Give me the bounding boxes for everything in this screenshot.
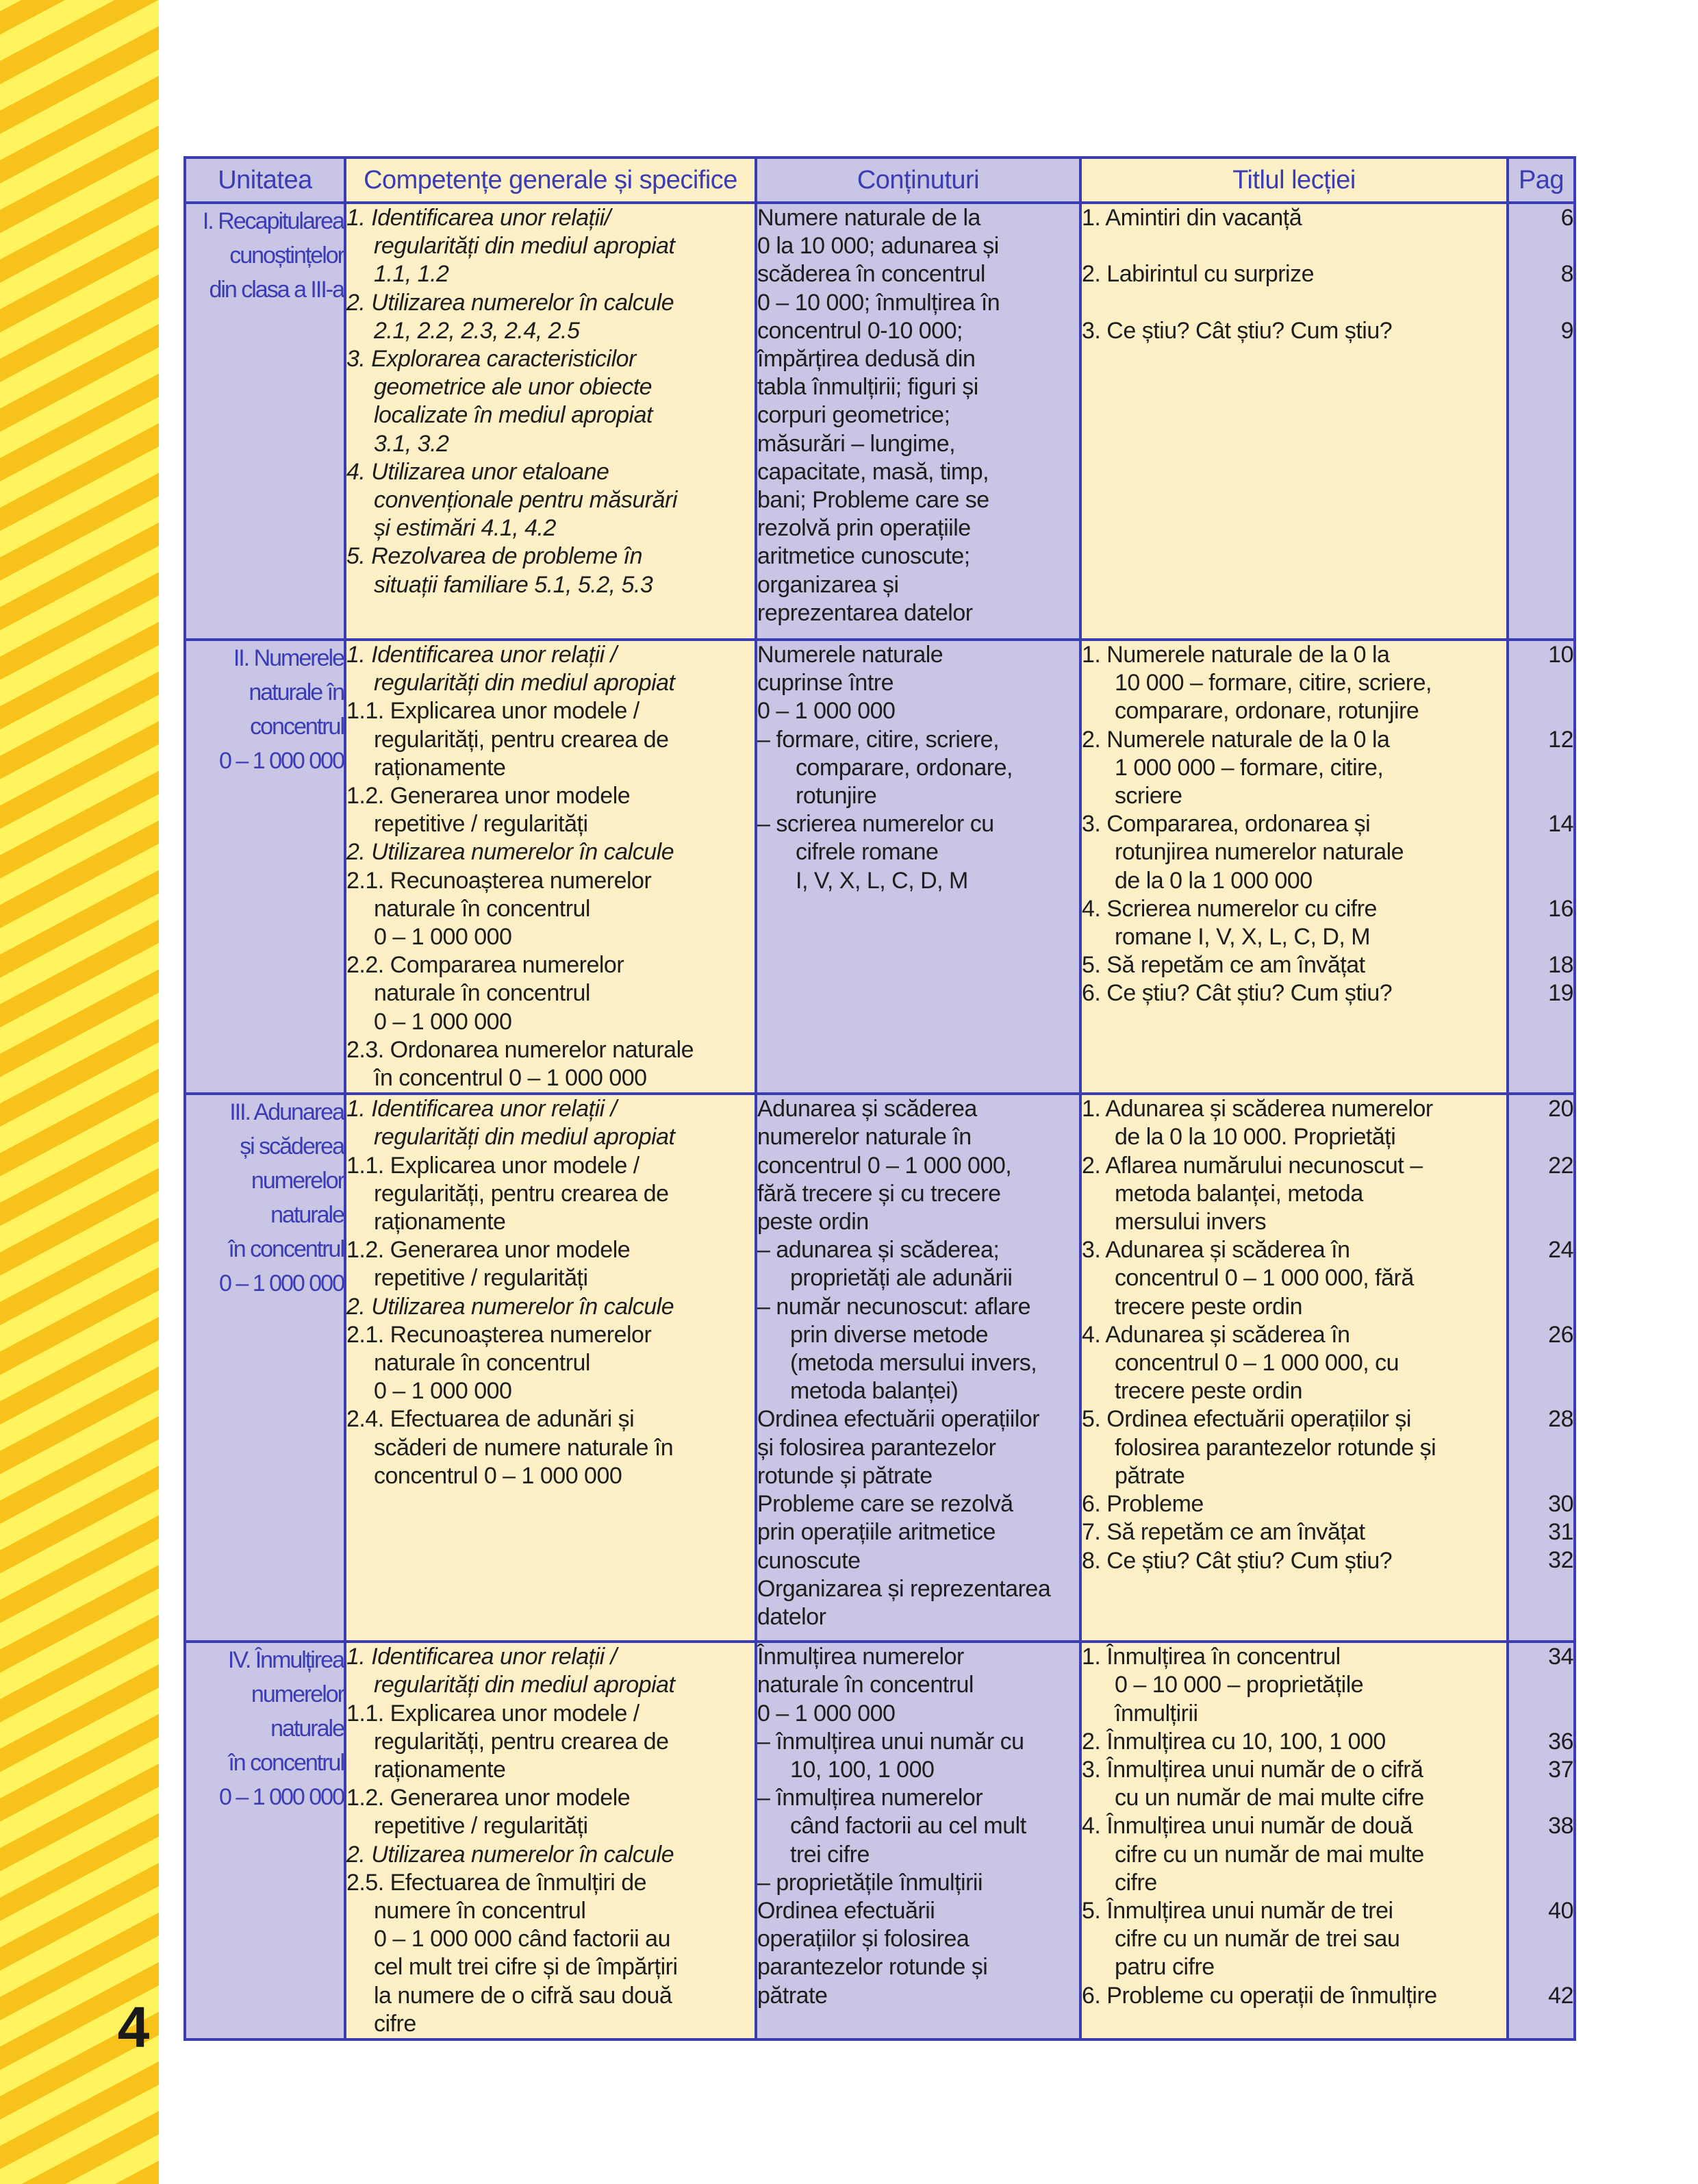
competence-line: 2. Utilizarea numerelor în calcule (346, 839, 674, 866)
content-line: – adunarea și scăderea; (757, 1237, 1000, 1264)
competence-line: localizate în mediul apropiat (374, 402, 652, 429)
content-line: măsurări – lungime, (757, 430, 956, 457)
page-ref: 10 (1548, 642, 1573, 668)
competence-line: scăderi de numere naturale în (374, 1434, 674, 1461)
lessons-cell (1080, 203, 1508, 640)
page-ref: 34 (1548, 1644, 1573, 1670)
lesson-line: 2. Numerele naturale de la 0 la (1082, 726, 1390, 753)
header-lesson-title: Titlul lecției (1080, 158, 1508, 203)
competence-line: 1.1. Explicarea unor modele / (346, 698, 639, 725)
lesson-line: cifre (1115, 1869, 1157, 1896)
content-line: tabla înmulțirii; figuri și (757, 374, 978, 401)
page-ref: 6 (1560, 205, 1573, 231)
line-spacer (1509, 1434, 1573, 1462)
page-ref: 40 (1548, 1898, 1573, 1924)
lesson-line: 6. Probleme cu operații de înmulțire (1082, 1982, 1437, 2009)
lesson-line: metoda balanței, metoda (1115, 1180, 1363, 1207)
competence-line: 2.1. Recunoașterea numerelor (346, 867, 652, 894)
competence-line: regularități, pentru crearea de (374, 726, 669, 753)
page-ref: 32 (1548, 1547, 1573, 1574)
competence-line: 2.2. Compararea numerelor (346, 952, 624, 979)
competence-line: raționamente (374, 1209, 506, 1235)
header-page: Pag (1508, 158, 1575, 203)
lesson-line: trecere peste ordin (1115, 1293, 1302, 1320)
contents-cell (756, 640, 1080, 1094)
page-ref: 8 (1560, 261, 1573, 288)
lesson-line: 2. Înmulțirea cu 10, 100, 1 000 (1082, 1728, 1386, 1755)
content-line: concentrul 0 – 1 000 000, (757, 1152, 1012, 1179)
unit-title-line: naturale în (249, 679, 344, 705)
page-ref: 31 (1548, 1519, 1573, 1546)
header-unit: Unitatea (185, 158, 345, 203)
content-line: peste ordin (757, 1209, 869, 1235)
content-line: aritmetice cunoscute; (757, 543, 970, 570)
competence-line: 3. Explorarea caracteristicilor (346, 346, 636, 373)
competence-line: 0 – 1 000 000 când factorii au (374, 1926, 670, 1953)
lesson-line: de la 0 la 10 000. Proprietăți (1115, 1124, 1396, 1151)
contents-cell (756, 1094, 1080, 1642)
competence-line: raționamente (374, 1757, 506, 1783)
lesson-line: concentrul 0 – 1 000 000, fără (1115, 1265, 1414, 1292)
content-line: rotunjire (796, 783, 877, 809)
line-spacer (1509, 1784, 1573, 1812)
content-line: – scrierea numerelor cu (757, 811, 994, 838)
lesson-line: 1. Amintiri din vacanță (1082, 205, 1302, 231)
competence-line: 1. Identificarea unor relații / (346, 642, 617, 668)
unit-title-line: 0 – 1 000 000 (219, 748, 344, 774)
header-competences: Competențe generale și specifice (345, 158, 756, 203)
competences-cell (345, 640, 756, 1094)
lessons-cell (1080, 1094, 1508, 1642)
competence-line: 1.2. Generarea unor modele (346, 1785, 631, 1811)
content-line: 0 la 10 000; adunarea și (757, 233, 999, 260)
lesson-line: 2. Labirintul cu surprize (1082, 261, 1315, 288)
content-line: – formare, citire, scriere, (757, 726, 1000, 753)
content-line: numerelor naturale în (757, 1124, 972, 1151)
competence-line: 0 – 1 000 000 (374, 1008, 512, 1035)
content-line: cifrele romane (796, 839, 939, 866)
lesson-line: 4. Adunarea și scăderea în (1082, 1321, 1350, 1348)
unit-title-line: în concentrul (228, 1236, 344, 1263)
competence-line: în concentrul 0 – 1 000 000 (374, 1065, 647, 1092)
content-line: comparare, ordonare, (796, 754, 1013, 781)
content-line: 0 – 1 000 000 (757, 698, 896, 725)
unit-cell (185, 1642, 345, 2039)
lesson-line: 3. Înmulțirea unui număr de o cifră (1082, 1757, 1423, 1783)
table-row (185, 203, 1575, 640)
content-line: și folosirea parantezelor (757, 1434, 996, 1461)
unit-cell (185, 640, 345, 1094)
content-line: (metoda mersului invers, (790, 1350, 1037, 1377)
lesson-line: 6. Ce știu? Cât știu? Cum știu? (1082, 980, 1393, 1007)
competence-line: 1.1, 1.2 (374, 261, 449, 288)
page-cell (1508, 640, 1575, 1094)
lesson-line: 10 000 – formare, citire, scriere, (1115, 670, 1432, 696)
line-spacer (1509, 1180, 1573, 1208)
unit-title-line: I. Recapitularea (202, 208, 344, 234)
content-line: împărțirea dedusă din (757, 346, 976, 373)
competence-line: 1.1. Explicarea unor modele / (346, 1700, 639, 1727)
competence-line: cel mult trei cifre și de împărțiri (374, 1954, 678, 1981)
competence-line: 2. Utilizarea numerelor în calcule (346, 289, 674, 316)
content-line: Probleme care se rezolvă (757, 1491, 1013, 1518)
page-ref: 9 (1560, 317, 1573, 344)
page-cell (1508, 203, 1575, 640)
lesson-line: 1. Adunarea și scăderea numerelor (1082, 1096, 1433, 1122)
lesson-line: 4. Înmulțirea unui număr de două (1082, 1813, 1412, 1840)
content-line: cuprinse între (757, 670, 894, 696)
content-line: Numere naturale de la (757, 205, 980, 231)
unit-title-line: cunoștințelor (229, 242, 344, 268)
decorative-stripe-band (0, 0, 159, 2184)
competences-cell (345, 1642, 756, 2039)
content-line: Organizarea și reprezentarea (757, 1575, 1051, 1602)
page-ref: 42 (1548, 1982, 1573, 2009)
unit-title-line: naturale (270, 1202, 344, 1229)
content-line: parantezelor rotunde și (757, 1954, 988, 1981)
lesson-line: 5. Înmulțirea unui număr de trei (1082, 1898, 1393, 1924)
lesson-line: trecere peste ordin (1115, 1378, 1302, 1405)
competence-line: cifre (374, 2010, 416, 2037)
content-line: 0 – 10 000; înmulțirea în (757, 289, 1000, 316)
competence-line: regularități din mediul apropiat (374, 1124, 675, 1151)
line-spacer (1509, 1123, 1573, 1151)
lesson-line: pătrate (1115, 1462, 1185, 1489)
page-cell (1508, 1642, 1575, 2039)
lesson-line: scriere (1115, 783, 1182, 809)
content-line: concentrul 0-10 000; (757, 317, 963, 344)
line-spacer (1509, 232, 1573, 260)
competence-line: 2.1. Recunoașterea numerelor (346, 1321, 652, 1348)
lesson-line: cifre cu un număr de trei sau (1115, 1926, 1400, 1953)
page-cell (1508, 1094, 1575, 1642)
lesson-line: de la 0 la 1 000 000 (1115, 867, 1313, 894)
line-spacer (1509, 1671, 1573, 1699)
lesson-line: 5. Să repetăm ce am învățat (1082, 952, 1365, 979)
content-line: organizarea și (757, 571, 899, 598)
competence-line: repetitive / regularități (374, 811, 588, 838)
competence-line: 1.1. Explicarea unor modele / (346, 1152, 639, 1179)
unit-title-line: în concentrul (228, 1750, 344, 1777)
competence-line: concentrul 0 – 1 000 000 (374, 1462, 622, 1489)
competence-line: 2. Utilizarea numerelor în calcule (346, 1293, 674, 1320)
line-spacer (1509, 867, 1573, 895)
content-line: când factorii au cel mult (790, 1813, 1026, 1840)
contents-cell (756, 1642, 1080, 2039)
content-line: rezolvă prin operațiile (757, 515, 971, 542)
line-spacer (1509, 1293, 1573, 1321)
unit-title-line: numerelor (251, 1168, 344, 1194)
unit-cell (185, 203, 345, 640)
table-body (185, 203, 1575, 2039)
competence-line: repetitive / regularități (374, 1813, 588, 1840)
content-line: corpuri geometrice; (757, 402, 950, 429)
page-ref: 38 (1548, 1813, 1573, 1840)
competence-line: 2.1, 2.2, 2.3, 2.4, 2.5 (374, 317, 580, 344)
page-ref: 37 (1548, 1757, 1573, 1783)
page-ref: 30 (1548, 1490, 1573, 1517)
unit-title-line: 0 – 1 000 000 (219, 1270, 344, 1297)
competence-line: 1. Identificarea unor relații / (346, 1644, 617, 1670)
competence-line: 4. Utilizarea unor etaloane (346, 458, 609, 485)
competence-line: 2. Utilizarea numerelor în calcule (346, 1841, 674, 1868)
competence-line: numere în concentrul (374, 1898, 586, 1924)
curriculum-table (183, 156, 1576, 2041)
unit-title-line: naturale (270, 1716, 344, 1742)
unit-title-line: și scăderea (240, 1133, 344, 1160)
lesson-line: 1 000 000 – formare, citire, (1115, 754, 1384, 781)
competence-line: naturale în concentrul (374, 980, 590, 1007)
competence-line: 1. Identificarea unor relații / (346, 1096, 617, 1122)
competence-line: și estimări 4.1, 4.2 (374, 515, 556, 542)
competence-line: regularități din mediul apropiat (374, 233, 675, 260)
line-spacer (1509, 754, 1573, 782)
page-ref: 16 (1548, 895, 1573, 922)
competence-line: 2.4. Efectuarea de adunări și (346, 1406, 635, 1433)
content-line: Înmulțirea numerelor (757, 1644, 964, 1670)
unit-title-line: din clasa a III-a (209, 277, 344, 303)
unit-title-line: concentrul (250, 714, 344, 740)
lesson-line: 2. Aflarea numărului necunoscut – (1082, 1152, 1423, 1179)
line-spacer (1509, 289, 1573, 317)
lesson-line: 3. Compararea, ordonarea și (1082, 811, 1371, 838)
page-ref: 19 (1548, 980, 1573, 1007)
competence-line: 3.1, 3.2 (374, 430, 449, 457)
content-line: operațiilor și folosirea (757, 1926, 970, 1953)
lesson-line: 7. Să repetăm ce am învățat (1082, 1519, 1365, 1546)
content-line: Adunarea și scăderea (757, 1096, 977, 1122)
content-line: fără trecere și cu trecere (757, 1180, 1001, 1207)
content-line: reprezentarea datelor (757, 599, 973, 626)
competence-line: geometrice ale unor obiecte (374, 374, 652, 401)
lesson-line: 3. Adunarea și scăderea în (1082, 1237, 1350, 1264)
competence-line: raționamente (374, 754, 506, 781)
competence-line: 5. Rezolvarea de probleme în (346, 543, 643, 570)
lesson-line: 8. Ce știu? Cât știu? Cum știu? (1082, 1547, 1393, 1574)
content-line: pătrate (757, 1982, 828, 2009)
lesson-line: 3. Ce știu? Cât știu? Cum știu? (1082, 317, 1393, 344)
line-spacer (1509, 1869, 1573, 1897)
competences-cell (345, 203, 756, 640)
lesson-line: 1. Înmulțirea în concentrul (1082, 1644, 1341, 1670)
line-spacer (1082, 289, 1506, 317)
line-spacer (1509, 782, 1573, 810)
page-ref: 14 (1548, 811, 1573, 838)
lesson-line: romane I, V, X, L, C, D, M (1115, 924, 1371, 951)
unit-title-line: III. Adunarea (229, 1099, 344, 1126)
line-spacer (1509, 1208, 1573, 1236)
lesson-line: 6. Probleme (1082, 1491, 1204, 1518)
unit-title-line: II. Numerele (233, 645, 344, 671)
line-spacer (1509, 1462, 1573, 1490)
competence-line: naturale în concentrul (374, 895, 590, 922)
content-line: bani; Probleme care se (757, 487, 989, 514)
competence-line: repetitive / regularități (374, 1265, 588, 1292)
page-ref: 22 (1548, 1152, 1573, 1179)
content-line: metoda balanței) (790, 1378, 959, 1405)
lesson-line: patru cifre (1115, 1954, 1215, 1981)
content-line: – proprietățile înmulțirii (757, 1869, 983, 1896)
content-line: – înmulțirea unui număr cu (757, 1728, 1024, 1755)
line-spacer (1509, 1925, 1573, 1953)
competence-line: 1. Identificarea unor relații/ (346, 205, 611, 231)
competence-line: regularități din mediul apropiat (374, 1672, 675, 1698)
header-contents: Conținuturi (756, 158, 1080, 203)
line-spacer (1509, 1377, 1573, 1405)
lesson-line: comparare, ordonare, rotunjire (1115, 698, 1419, 725)
lesson-line: cifre cu un număr de mai multe (1115, 1841, 1424, 1868)
line-spacer (1509, 838, 1573, 866)
line-spacer (1509, 697, 1573, 725)
lessons-cell (1080, 640, 1508, 1094)
contents-cell (756, 203, 1080, 640)
content-line: cunoscute (757, 1547, 861, 1574)
lesson-line: rotunjirea numerelor naturale (1115, 839, 1404, 866)
content-line: Ordinea efectuării (757, 1898, 935, 1924)
content-line: scăderea în concentrul (757, 261, 985, 288)
page-ref: 36 (1548, 1728, 1573, 1755)
line-spacer (1082, 232, 1506, 260)
line-spacer (1509, 1700, 1573, 1728)
table-row (185, 1642, 1575, 2039)
content-line: Numerele naturale (757, 642, 943, 668)
lesson-line: folosirea parantezelor rotunde și (1115, 1434, 1436, 1461)
competence-line: convenționale pentru măsurări (374, 487, 677, 514)
content-line: trei cifre (790, 1841, 870, 1868)
content-line: capacitate, masă, timp, (757, 458, 989, 485)
content-line: prin diverse metode (790, 1321, 989, 1348)
lessons-cell (1080, 1642, 1508, 2039)
lesson-line: 5. Ordinea efectuării operațiilor și (1082, 1406, 1411, 1433)
competences-cell (345, 1094, 756, 1642)
unit-title-line: numerelor (251, 1681, 344, 1708)
competence-line: 1.2. Generarea unor modele (346, 1237, 631, 1264)
table-header-row (185, 158, 1575, 203)
line-spacer (1509, 669, 1573, 697)
content-line: datelor (757, 1603, 826, 1630)
page-number: 4 (117, 1995, 150, 2059)
lesson-line: concentrul 0 – 1 000 000, cu (1115, 1350, 1399, 1377)
lesson-line: înmulțirii (1115, 1700, 1198, 1727)
line-spacer (1509, 923, 1573, 951)
content-line: 0 – 1 000 000 (757, 1700, 896, 1727)
content-line: proprietăți ale adunării (790, 1265, 1013, 1292)
unit-title-line: 0 – 1 000 000 (219, 1784, 344, 1811)
competence-line: situații familiare 5.1, 5.2, 5.3 (374, 571, 653, 598)
competence-line: 0 – 1 000 000 (374, 1378, 512, 1405)
content-line: I, V, X, L, C, D, M (796, 867, 968, 894)
content-line: rotunde și pătrate (757, 1462, 933, 1489)
content-line: – înmulțirea numerelor (757, 1785, 983, 1811)
content-line: naturale în concentrul (757, 1672, 974, 1698)
content-line: 10, 100, 1 000 (790, 1757, 935, 1783)
line-spacer (1509, 1953, 1573, 1981)
page-ref: 26 (1548, 1321, 1573, 1348)
lesson-line: mersului invers (1115, 1209, 1267, 1235)
table-row (185, 640, 1575, 1094)
competence-line: 0 – 1 000 000 (374, 924, 512, 951)
competence-line: 1.2. Generarea unor modele (346, 783, 631, 809)
line-spacer (1509, 1841, 1573, 1869)
competence-line: naturale în concentrul (374, 1350, 590, 1377)
content-line: prin operațiile aritmetice (757, 1519, 996, 1546)
page-ref: 24 (1548, 1237, 1573, 1264)
page-ref: 18 (1548, 952, 1573, 979)
content-line: Ordinea efectuării operațiilor (757, 1406, 1040, 1433)
unit-cell (185, 1094, 345, 1642)
line-spacer (1509, 1264, 1573, 1292)
content-line: – număr necunoscut: aflare (757, 1293, 1031, 1320)
line-spacer (1509, 1349, 1573, 1377)
unit-title-line: IV. Înmulțirea (227, 1647, 344, 1674)
page-ref: 20 (1548, 1096, 1573, 1122)
competence-line: regularități, pentru crearea de (374, 1728, 669, 1755)
lesson-line: 4. Scrierea numerelor cu cifre (1082, 895, 1377, 922)
page-ref: 28 (1548, 1406, 1573, 1433)
competence-line: 2.5. Efectuarea de înmulțiri de (346, 1869, 647, 1896)
competence-line: la numere de o cifră sau două (374, 1982, 672, 2009)
lesson-line: cu un număr de mai multe cifre (1115, 1785, 1424, 1811)
competence-line: 2.3. Ordonarea numerelor naturale (346, 1036, 694, 1063)
table-row (185, 1094, 1575, 1642)
competence-line: regularități, pentru crearea de (374, 1180, 669, 1207)
lesson-line: 0 – 10 000 – proprietățile (1115, 1672, 1364, 1698)
lesson-line: 1. Numerele naturale de la 0 la (1082, 642, 1390, 668)
page-ref: 12 (1548, 726, 1573, 753)
competence-line: regularități din mediul apropiat (374, 670, 675, 696)
